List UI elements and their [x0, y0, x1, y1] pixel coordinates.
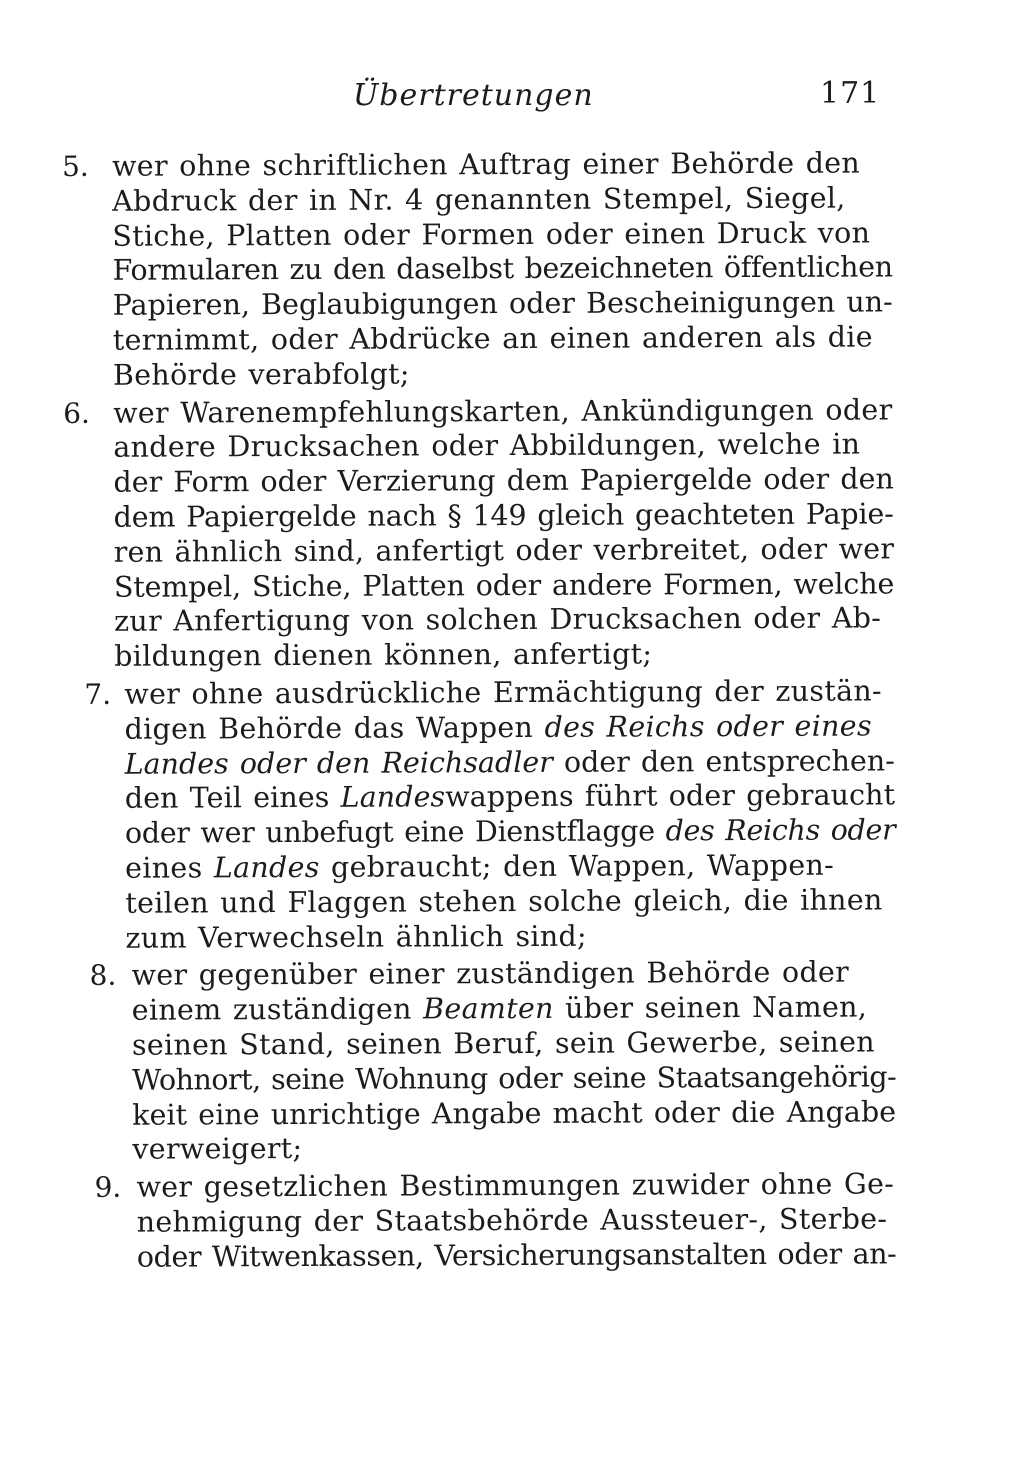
offense-list — [62, 146, 897, 1278]
text-line: der Form oder Verzierung dem Papiergelde oder den — [113, 462, 894, 499]
text-line: einem zuständigen Beamten über seinen Namen, — [131, 990, 868, 1027]
item-text — [124, 674, 895, 956]
text-line: digen Behörde das Wappen des Reichs oder eines — [124, 709, 872, 746]
list-item — [62, 146, 893, 393]
text-line: nehmigung der Staatsbehörde Aussteuer-, Sterbe- — [136, 1202, 888, 1239]
item-text — [132, 956, 897, 1168]
text-line: teilen und Flaggen stehen solche gleich, die ihnen — [125, 883, 883, 920]
item-number: 7. — [84, 677, 112, 711]
text-line: oder Witwenkassen, Versicherungsanstalten oder an- — [136, 1237, 897, 1274]
item-number: 6. — [63, 396, 90, 430]
page-number: 171 — [820, 76, 881, 111]
text-line: keit eine unrichtige Angabe macht oder die Angabe — [132, 1094, 897, 1132]
text-line: den Teil eines Landeswappens führt oder gebraucht — [124, 778, 896, 816]
item-text — [136, 1167, 896, 1275]
text-line: andere Drucksachen oder Abbildungen, welche in — [113, 427, 861, 465]
text-line: ren ähnlich sind, anfertigt oder verbreitet, oder wer — [113, 532, 895, 569]
text-line: Formularen zu den daselbst bezeichneten öffentlichen — [112, 250, 893, 288]
text-line: dem Papiergelde nach § 149 gleich geachteten Papie- — [113, 497, 894, 534]
list-item — [63, 393, 894, 675]
text-line: wer ohne ausdrückliche Ermächtigung der zustän- — [124, 674, 882, 711]
running-head: Übertretungen — [353, 78, 594, 113]
list-item — [66, 956, 897, 1168]
text-line: Stiche, Platten oder Formen oder einen Druck von — [112, 216, 871, 253]
text-line: zur Anfertigung von solchen Drucksachen oder Ab- — [113, 601, 882, 639]
text-line: Stempel, Stiche, Platten oder andere Formen, welche — [113, 566, 895, 604]
text-line: Abdruck der in Nr. 4 genannten Stempel, Siegel, — [112, 181, 846, 218]
item-text — [113, 393, 894, 675]
item-number: 9. — [94, 1170, 122, 1204]
text-line: seinen Stand, seinen Beruf, sein Gewerbe, seinen — [131, 1025, 875, 1062]
text-line: ternimmt, oder Abdrücke an einen anderen als die — [112, 320, 873, 357]
text-line: Wohnort, seine Wohnung oder seine Staatsangehörig- — [131, 1060, 897, 1097]
text-line: Behörde verabfolgt; — [112, 357, 410, 392]
text-line: wer ohne schriftlichen Auftrag einer Behörde den — [111, 146, 861, 183]
item-text — [112, 146, 893, 393]
text-line: wer gesetzlichen Bestimmungen zuwider ohne Ge- — [136, 1167, 895, 1204]
text-line: wer Warenempfehlungskarten, Ankündigungen oder — [113, 392, 893, 430]
text-line: wer gegenüber einer zuständigen Behörde oder — [131, 955, 850, 993]
text-line: verweigert; — [132, 1132, 303, 1167]
text-line: bildungen dienen können, anfertigt; — [114, 637, 653, 673]
text-line: Landes oder den Reichsadler oder den entsprechen- — [124, 743, 895, 781]
list-item — [64, 674, 895, 956]
text-line: Papieren, Beglaubigungen oder Bescheinigungen un- — [112, 285, 893, 322]
item-number: 5. — [62, 149, 89, 183]
item-number: 8. — [89, 959, 117, 993]
list-item — [66, 1167, 896, 1275]
text-line: zum Verwechseln ähnlich sind; — [125, 919, 587, 955]
text-line: eines Landes gebraucht; den Wappen, Wappen- — [125, 848, 835, 885]
text-line: oder wer unbefugt eine Dienstflagge des Reichs oder — [124, 813, 896, 850]
